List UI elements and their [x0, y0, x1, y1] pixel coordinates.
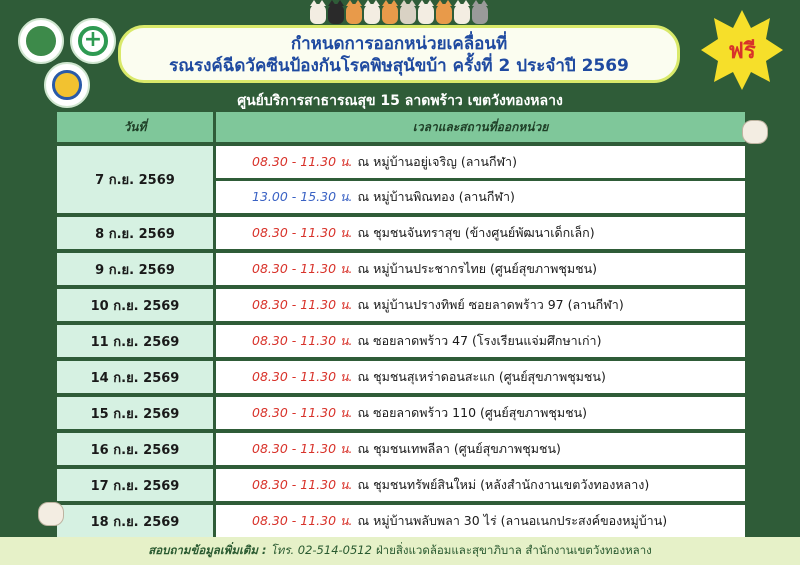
- slot-place: ณ ซอยลาดพร้าว 110 (ศูนย์สุขภาพชุมชน): [357, 405, 587, 420]
- schedule-slot: [216, 505, 745, 537]
- slot-time: 08.30 - 11.30 น.: [252, 369, 353, 384]
- table-header: [57, 112, 745, 142]
- slot-time: 08.30 - 11.30 น.: [252, 477, 353, 492]
- slot-list: [216, 146, 745, 213]
- cat-icon: [454, 4, 470, 24]
- slot-list: [216, 253, 745, 285]
- schedule-slot: [216, 289, 745, 321]
- slot-list: [216, 433, 745, 465]
- logo-public-health: [70, 18, 116, 64]
- slot-place: ณ ชุมชนสุเหร่าดอนสะแก (ศูนย์สุขภาพชุมชน): [357, 369, 606, 384]
- slot-place: ณ ชุมชนจันทราสุข (ข้างศูนย์พัฒนาเด็กเล็ก): [357, 225, 595, 240]
- schedule-slot: [216, 361, 745, 393]
- slot-place: ณ หมู่บ้านประชากรไทย (ศูนย์สุขภาพชุมชน): [357, 261, 598, 276]
- footer-phone: โทร. 02-514-0512: [270, 543, 372, 557]
- slot-list: [216, 469, 745, 501]
- slot-list: [216, 397, 745, 429]
- cat-icon: [364, 4, 380, 24]
- page-title: กำหนดการออกหน่วยเคลื่อนที่: [290, 34, 508, 54]
- footer-contact: [0, 537, 800, 565]
- date-cell: 15 ก.ย. 2569: [57, 397, 213, 429]
- bangkok-city-seal-icon: [26, 26, 55, 55]
- slot-time: 08.30 - 11.30 น.: [252, 297, 353, 312]
- table-row: [57, 469, 745, 501]
- slot-time: 08.30 - 11.30 น.: [252, 154, 353, 169]
- schedule-slot: [216, 181, 745, 213]
- slot-list: [216, 217, 745, 249]
- slot-time: 08.30 - 11.30 น.: [252, 513, 353, 528]
- table-row: [57, 361, 745, 393]
- cat-icon: [436, 4, 452, 24]
- date-cell: 10 ก.ย. 2569: [57, 289, 213, 321]
- page-subtitle-campaign: รณรงค์ฉีดวัคซีนป้องกันโรคพิษสุนัขบ้า ครั้งที่ 2 ประจำปี 2569: [169, 56, 629, 76]
- cat-icon: [310, 4, 326, 24]
- public-health-cross-icon: [78, 26, 107, 55]
- schedule-slot: [216, 253, 745, 285]
- schedule-slot: [216, 146, 745, 178]
- slot-time: 13.00 - 15.30 น.: [252, 189, 353, 204]
- date-cell: 14 ก.ย. 2569: [57, 361, 213, 393]
- date-cell: 16 ก.ย. 2569: [57, 433, 213, 465]
- schedule-slot: [216, 325, 745, 357]
- column-header-schedule: เวลาและสถานที่ออกหน่วย: [216, 112, 745, 142]
- slot-time: 08.30 - 11.30 น.: [252, 261, 353, 276]
- cat-icon: [418, 4, 434, 24]
- table-row: [57, 505, 745, 537]
- table-row: [57, 325, 745, 357]
- slot-place: ณ หมู่บ้านอยู่เจริญ (ลานกีฬา): [357, 154, 517, 169]
- logo-bangkok-seal: [18, 18, 64, 64]
- cat-icon: [382, 4, 398, 24]
- date-cell: 17 ก.ย. 2569: [57, 469, 213, 501]
- cat-peek-icon: [38, 502, 64, 526]
- schedule-slot: [216, 433, 745, 465]
- slot-place: ณ หมู่บ้านพลับพลา 30 ไร่ (ลานอเนกประสงค์ของหมู่บ้าน): [357, 513, 668, 528]
- cat-icon: [472, 4, 488, 24]
- date-cell: 18 ก.ย. 2569: [57, 505, 213, 537]
- table-row: [57, 397, 745, 429]
- table-row: [57, 146, 745, 213]
- column-header-date: วันที่: [57, 112, 213, 142]
- slot-time: 08.30 - 11.30 น.: [252, 441, 353, 456]
- title-box: [118, 25, 680, 83]
- health-center-name: ศูนย์บริการสาธารณสุข 15 ลาดพร้าว เขตวังทองหลาง: [237, 93, 563, 109]
- free-label: ฟรี: [728, 38, 756, 64]
- slot-list: [216, 289, 745, 321]
- footer-label: สอบถามข้อมูลเพิ่มเติม :: [148, 543, 267, 557]
- schedule-table: [57, 112, 745, 541]
- free-badge: [700, 8, 784, 92]
- slot-place: ณ ซอยลาดพร้าว 47 (โรงเรียนแจ่มศึกษาเก่า): [357, 333, 602, 348]
- date-cell: 9 ก.ย. 2569: [57, 253, 213, 285]
- schedule-slot: [216, 397, 745, 429]
- table-body: [57, 146, 745, 537]
- cat-icon: [400, 4, 416, 24]
- table-row: [57, 253, 745, 285]
- slot-place: ณ ชุมชนทรัพย์สินใหม่ (หลังสำนักงานเขตวังทองหลาง): [357, 477, 650, 492]
- cat-icon: [346, 4, 362, 24]
- date-cell: 11 ก.ย. 2569: [57, 325, 213, 357]
- slot-time: 08.30 - 11.30 น.: [252, 225, 353, 240]
- table-row: [57, 217, 745, 249]
- slot-list: [216, 325, 745, 357]
- cat-icon: [328, 4, 344, 24]
- slot-place: ณ หมู่บ้านพิณทอง (ลานกีฬา): [357, 189, 515, 204]
- schedule-slot: [216, 217, 745, 249]
- cat-peek-icon: [742, 120, 768, 144]
- slot-list: [216, 505, 745, 537]
- table-row: [57, 433, 745, 465]
- date-cell: 7 ก.ย. 2569: [57, 146, 213, 213]
- table-row: [57, 289, 745, 321]
- slot-place: ณ ชุมชนเทพลีลา (ศูนย์สุขภาพชุมชน): [357, 441, 561, 456]
- slot-time: 08.30 - 11.30 น.: [252, 405, 353, 420]
- slot-list: [216, 361, 745, 393]
- date-cell: 8 ก.ย. 2569: [57, 217, 213, 249]
- schedule-slot: [216, 469, 745, 501]
- footer-department: ฝ่ายสิ่งแวดล้อมและสุขาภิบาล สำนักงานเขตวังทองหลาง: [375, 543, 652, 557]
- slot-place: ณ หมู่บ้านปรางทิพย์ ซอยลาดพร้าว 97 (ลานกีฬา): [357, 297, 624, 312]
- slot-time: 08.30 - 11.30 น.: [252, 333, 353, 348]
